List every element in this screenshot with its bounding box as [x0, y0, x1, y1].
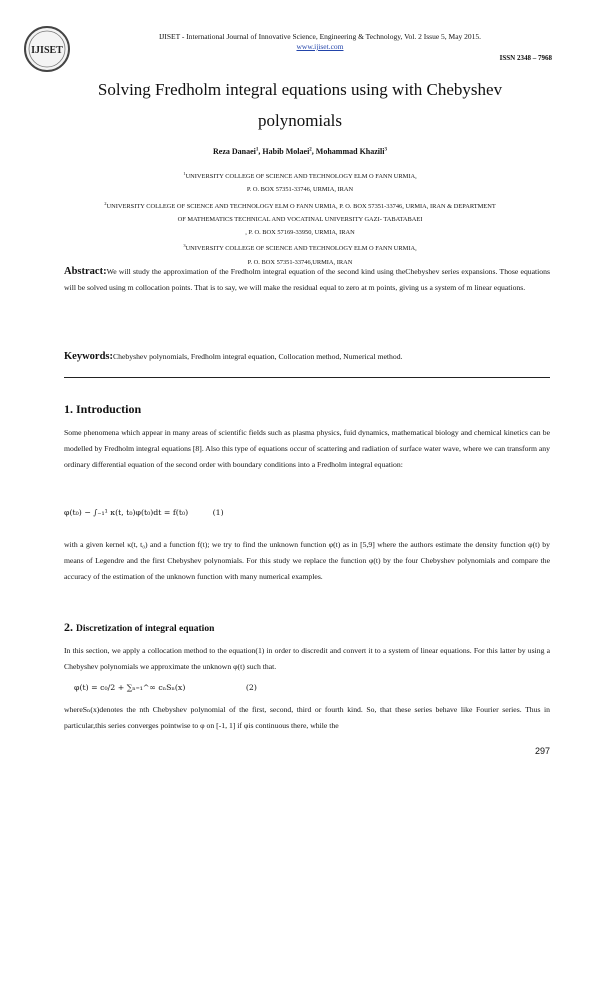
affiliation-line: P. O. BOX 57351-33746, URMIA, IRAN [246, 186, 354, 194]
equation-1-number: (1) [212, 508, 224, 517]
logo-text: IJISET [31, 45, 63, 56]
affiliation-sup: 2 [104, 200, 107, 206]
journal-header-line: IJISET - International Journal of Innovative Science, Engineering & Technology, Vol. 2 Issue 5, May 2015. [158, 32, 482, 41]
affiliation-text: UNIVERSITY COLLEGE OF SCIENCE AND TECHNOLOGY ELM O FANN URMIA, [185, 173, 417, 181]
section-1-heading: 1. Introduction [64, 402, 142, 416]
author-list [60, 147, 540, 156]
section-1-paragraph-2: with a given kernel κ(t, t₀) and a function f(t); we try to find the unknown function φ(t) as in [5,9] where the authors estimate the density function φ(t) by means of Legendre and the first Chebyshev polynomials. For this study we replace the function φ(t) by the four Chebyshev polynomials and compare the accuracy of the estimation of the unknown function with many numerical examples. [64, 540, 550, 581]
keywords-text: Chebyshev polynomials, Fredholm integral equation, Collocation method, Numerical method. [113, 352, 403, 361]
section-2-title: Discretization of integral equation [76, 624, 215, 634]
journal-website-link[interactable]: www.ijiset.com [296, 42, 344, 51]
author-3-sup: 3 [384, 147, 387, 153]
keywords-label: Keywords: [64, 351, 113, 362]
section-2-paragraph-1: In this section, we apply a collocation method to the equation(1) in order to discredit and convert it to a system of linear equations. For this latter by using a Chebyshev polynomials we approximate the unknown φ(t) such that. [64, 646, 550, 671]
section-2-heading [64, 620, 214, 635]
abstract-paragraph [64, 264, 550, 296]
logo-badge-icon [22, 24, 72, 74]
section-divider [64, 377, 550, 378]
affiliation-line: , P. O. BOX 57169-33950, URMIA, IRAN [245, 229, 355, 237]
affiliation-line [50, 167, 550, 183]
abstract-text: We will study the approximation of the Fredholm integral equation of the second kind using theChebyshev series expansions. Those equations will be solved using m collocation points. That is to say, we will make the residual equal to zero at m points, giving us a system of m linear equations. [64, 267, 550, 292]
author-sep: , [311, 147, 316, 156]
journal-website-row [100, 42, 540, 51]
affiliation-sup: 3 [183, 243, 186, 249]
equation-1-body: φ(t₀) − ∫₋₁¹ κ(t, t₀)φ(t₀)dt = f(t₀) [64, 508, 189, 517]
affiliation-line [50, 197, 550, 213]
equation-2-number: (2) [245, 683, 257, 692]
section-2-paragraph-2: whereSₙ(x)denotes the nth Chebyshev polynomial of the first, second, third or fourth kind. So, that these series behave like Fourier series. Thus in particular,this series converges pointwise to φ on [-1, 1] if φis continuous there, while the [64, 705, 550, 730]
abstract-label: Abstract: [64, 266, 107, 277]
paper-title [60, 74, 540, 136]
author-2-sup: 2 [309, 147, 312, 153]
author-2: Habib Molaei [262, 147, 310, 156]
equation-1 [64, 508, 224, 517]
journal-logo [22, 24, 72, 74]
author-1-sup: 1 [255, 147, 259, 153]
paper-title-line2: polynomials [257, 111, 343, 130]
affiliation-sup: 1 [183, 171, 186, 176]
equation-2-body: φ(t) = c₀/2 + ∑ₙ₌₁^∞ cₙSₙ(x) [74, 683, 186, 692]
author-3: Mohammad Khazili [315, 147, 385, 156]
affiliation-line: OF MATHEMATICS TECHNICAL AND VOCATINAL UNIVERSITY GAZI- TABATABAEI [177, 215, 423, 223]
affiliations [50, 167, 550, 269]
author-sep: , [258, 147, 263, 156]
affiliation-line [50, 239, 550, 255]
page-number: 297 [534, 746, 550, 756]
affiliation-line: P. O. BOX 57351-33746,URMIA, IRAN [247, 258, 353, 266]
affiliation-text: UNIVERSITY COLLEGE OF SCIENCE AND TECHNOLOGY ELM O FANN URMIA, [185, 245, 417, 253]
author-1: Reza Danaei [213, 147, 256, 156]
affiliation-text: UNIVERSITY COLLEGE OF SCIENCE AND TECHNOLOGY ELM O FANN URMIA, P. O. BOX 57351-33746, URMIA, IRAN & DEPARTMENT [106, 202, 496, 210]
section-2-number: 2. [64, 620, 73, 634]
paper-title-line1: Solving Fredholm integral equations using with Chebyshev [97, 80, 503, 99]
section-1-paragraph-1: Some phenomena which appear in many areas of scientific fields such as plasma physics, fuid dynamics, mathematical biology and chemical kinetics can be modelled by Fredholm integral equations [8]. Also this type of equations occur of scattering and radiation of surface water wave, where we can transform any ordinary differential equation of the second order with boundary conditions into a Fredholm integral equation: [64, 428, 550, 469]
equation-2 [74, 683, 257, 692]
keywords-paragraph [64, 349, 550, 365]
issn-label: ISSN 2348 – 7968 [499, 54, 552, 62]
